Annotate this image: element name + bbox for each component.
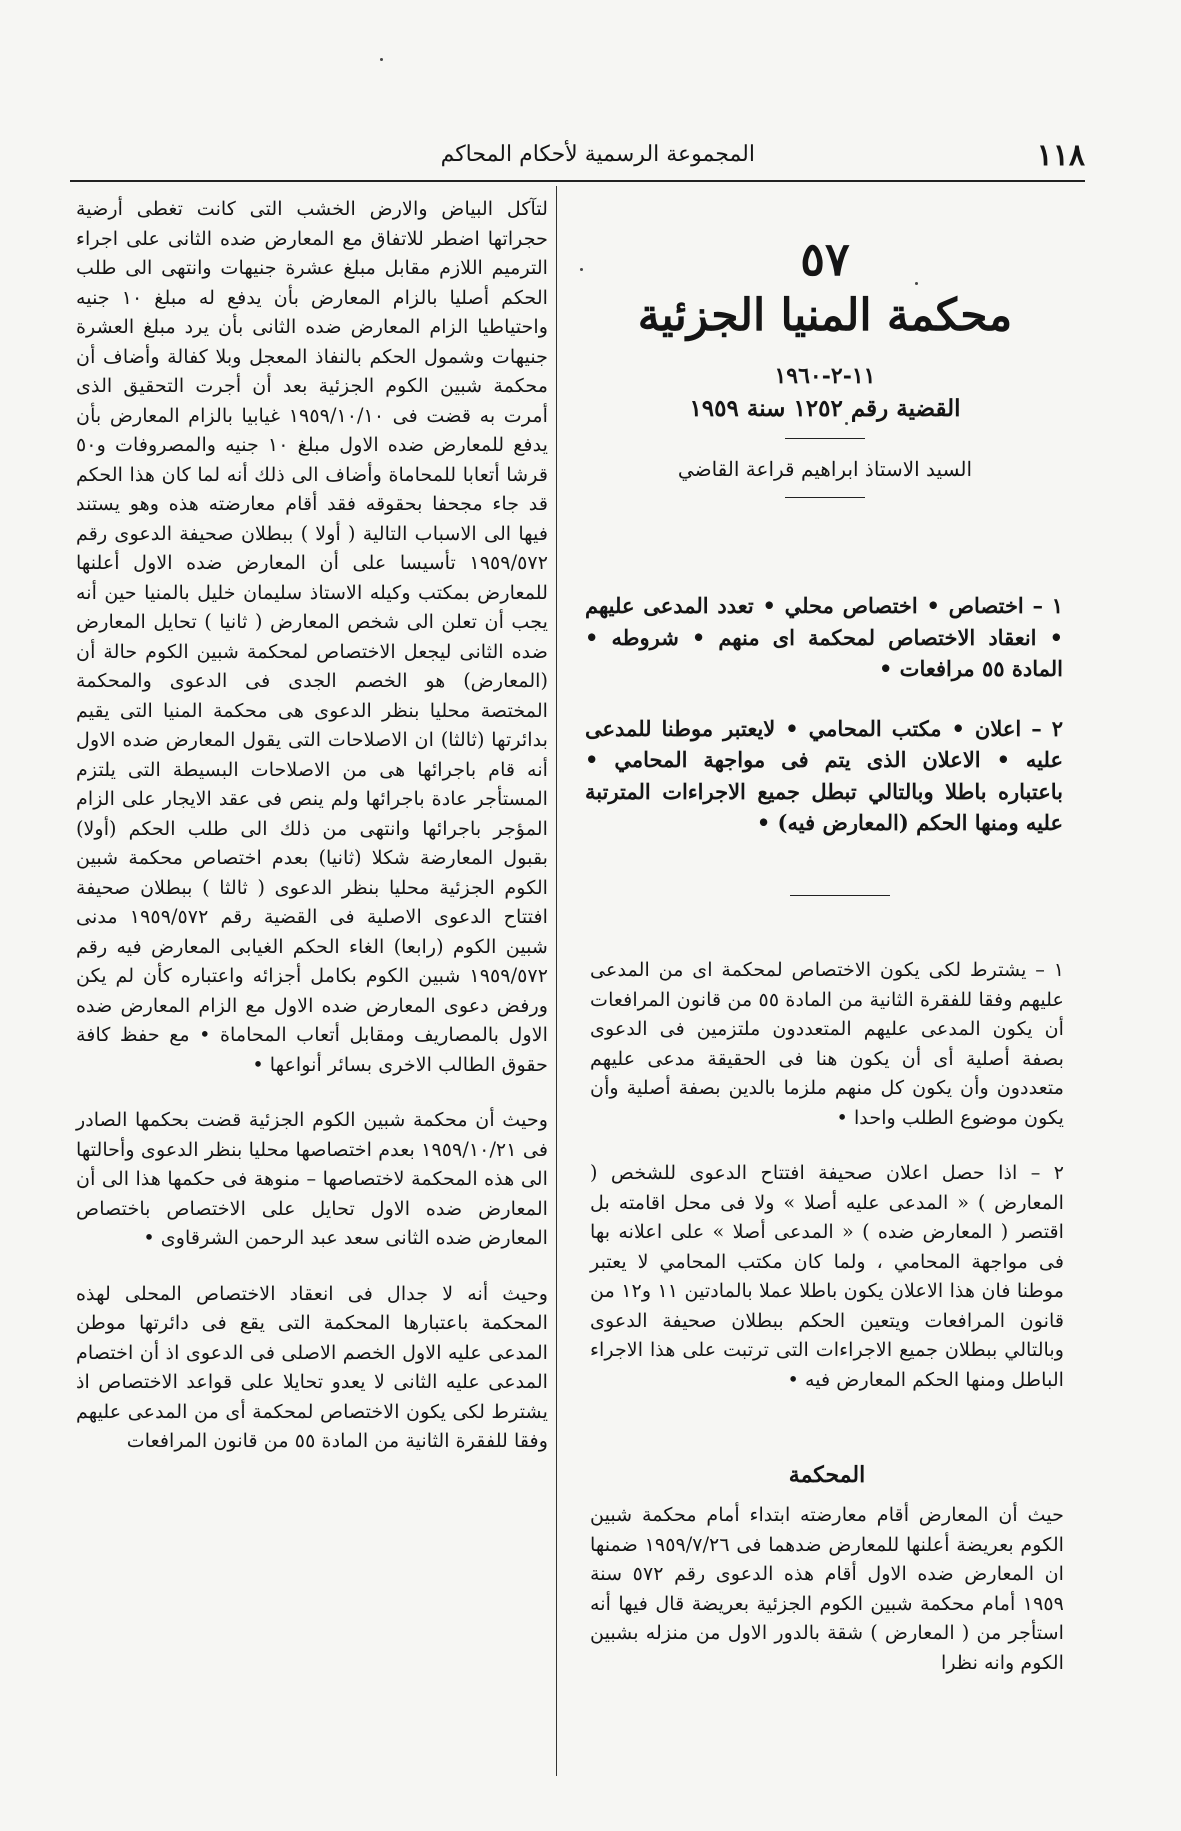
running-title: المجموعة الرسمية لأحكام المحاكم — [440, 142, 755, 167]
scan-speck — [845, 422, 848, 425]
case-header — [585, 232, 1065, 498]
case-date: ١١-٢-١٩٦٠ — [774, 363, 876, 389]
legal-principles — [590, 955, 1064, 1394]
divider-rule — [785, 438, 865, 439]
principle-paragraph: ١ – يشترط لكى يكون الاختصاص لمحكمة اى من المدعى عليهم وفقا للفقرة الثانية من المادة ٥٥ من قانون المرافعات أن يكون المدعى عليهم المتعددون ملتزمين فى الدعوى بصفة أصلية أى أن يكون هنا فى الحقيقة مدعى عليهم متعددون وأن يكون كل منهم ملزما بالدين بصفة أصلية وأن يكون موضوع الطلب واحدا • — [590, 958, 1064, 1129]
judgment-paragraph: حيث أن المعارض أقام معارضته ابتداء أمام محكمة شبين الكوم بعريضة أعلنها للمعارض ضدهما فى ١٩٥٩/٧/٢٦ ضمنها ان المعارض ضده الاول أقام هذه الدعوى رقم ٥٧٢ سنة ١٩٥٩ أمام محكمة شبين الكوم الجزئية بعريضة قال فيها أنه استأجر من ( المعارض ) شقة بالدور الاول من منزله بشبين الكوم وانه نظرا — [590, 1503, 1064, 1674]
column-divider — [556, 186, 557, 1776]
case-reference: القضية رقم ١٢٥٢ سنة ١٩٥٩ — [689, 395, 961, 422]
judge-name: السيد الاستاذ ابراهيم قراعة القاضي — [677, 457, 973, 481]
headnote-item: ٢ – اعلان • مكتب المحامي • لايعتبر موطنا للمدعى عليه • الاعلان الذى يتم فى مواجهة المحامي • باعتباره باطلا وبالتالي تبطل جميع الاجراءات المترتبة عليه ومنها الحكم (المعارض فيه) • — [585, 715, 1063, 835]
headnote-item: ١ – اختصاص • اختصاص محلي • تعدد المدعى عليهم • انعقاد الاختصاص لمحكمة اى منهم • شروطه • المادة ٥٥ مرافعات • — [585, 593, 1063, 681]
body-paragraph: وحيث أن محكمة شبين الكوم الجزئية قضت بحكمها الصادر فى ١٩٥٩/١٠/٢١ بعدم اختصاصها محليا بنظر الدعوى وأحالتها الى هذه المحكمة لاختصاصها – منوهة فى حكمها هذا الى أن المعارض ضده الاول تحايل على الاختصاص باختصاص المعارض ضده الثانى سعد عبد الرحمن الشرقاوى • — [76, 1108, 548, 1249]
headnotes — [585, 590, 1063, 839]
main-text-column — [76, 194, 548, 1456]
court-name: محكمة المنيا الجزئية — [637, 290, 1013, 341]
case-number: ٥٧ — [800, 232, 850, 286]
body-paragraph: لتآكل البياض والارض الخشب التى كانت تغطى أرضية حجراتها اضطر للاتفاق مع المعارض ضده الثانى على اجراء الترميم اللازم مقابل مبلغ عشرة جنيهات وانتهى الى طلب الحكم أصليا بالزام المعارض بأن يدفع له مبلغ ١٠ جنيه واحتياطيا الزام المعارض ضده الثانى بأن يرد مبلغ العشرة جنيهات وشمول الحكم بالنفاذ المعجل وبلا كفالة وأضاف أن محكمة شبين الكوم الجزئية بعد أن أجرت التحقيق الذى أمرت به قضت فى ١٩٥٩/١٠/١٠ غيابيا بالزام المعارض بأن يدفع للمعارض ضده الاول مبلغ ١٠ جنيه والمصروفات و٥٠ قرشا أتعابا للمحاماة وأضاف الى ذلك أنه لما كان هذا الحكم قد جاء مجحفا بحقوقه فقد أقام معارضته هذه وهو يستند فيها الى الاسباب التالية ( أولا ) ببطلان صحيفة الدعوى رقم ١٩٥٩/٥٧٢ تأسيسا على أن المعارض ضده الاول أعلنها للمعارض بمكتب وكيله الاستاذ سليمان خليل بالمنيا حين أنه يجب أن تعلن الى شخص المعارض ( ثانيا ) تحايل المعارض ضده الثانى ليجعل الاختصاص لمحكمة شبين الكوم حالة أن (المعارض) هو الخصم الجدى فى الدعوى والمحكمة المختصة محليا بنظر الدعوى هى محكمة المنيا التى يقيم بدائرتها (ثالثا) ان الاصلاحات التى يقول المعارض ضده الاول أنه قام باجرائها هى من الاصلاحات البسيطة التى يلتزم المستأجر عادة باجرائها ولم ينص فى عقد الايجار على الزام المؤجر باجرائها وانتهى من ذلك الى طلب الحكم (أولا) بقبول المعارضة شكلا (ثانيا) بعدم اختصاص محكمة شبين الكوم الجزئية محليا بنظر الدعوى ( ثالثا ) ببطلان صحيفة افتتاح الدعوى الاصلية فى القضية رقم ١٩٥٩/٥٧٢ مدنى شبين الكوم (رابعا) الغاء الحكم الغيابى المعارض فيه رقم ١٩٥٩/٥٧٢ شبين الكوم بكامل أجزائه واعتباره كأن لم يكن ورفض دعوى المعارض ضده الاول مع الزام المعارض ضده الاول بالمصاريف ومقابل أتعاب المحاماة • مع حفظ كافة حقوق الطالب الاخرى بسائر أنواعها • — [76, 197, 548, 1076]
header-rule — [70, 180, 1085, 182]
judgment-opening — [590, 1500, 1064, 1677]
scan-speck — [380, 58, 383, 61]
principle-paragraph: ٢ – اذا حصل اعلان صحيفة افتتاح الدعوى للشخص ( المعارض ) « المدعى عليه أصلا » ولا فى محل اقامته بل اقتصر ( المعارض ضده ) « المدعى أصلا » على اعلانه بها فى مواجهة المحامي ، ولما كان مكتب المحامي لا يعتبر موطنا فان هذا الاعلان يكون باطلا عملا بالمادتين ١١ و١٢ من قانون المرافعات ويتعين الحكم ببطلان صحيفة الدعوى وبالتالي ببطلان جميع الاجراءات التى ترتبت على هذا الاجراء الباطل ومنها الحكم المعارض فيه • — [590, 1161, 1065, 1391]
divider-rule — [785, 497, 865, 498]
body-paragraph: وحيث أنه لا جدال فى انعقاد الاختصاص المحلى لهذه المحكمة باعتبارها المحكمة التى يقع فى دائرتها موطن المدعى عليه الاول الخصم الاصلى فى الدعوى اذ أن اختصام المدعى عليه الثانى لا يعدو تحايلا على قواعد الاختصاص اذ يشترط لكى يكون الاختصاص لمحكمة أى من المدعى عليهم وفقا للفقرة الثانية من المادة ٥٥ من قانون المرافعات — [76, 1281, 548, 1452]
page-number: ١١٨ — [1036, 138, 1085, 173]
judgment-title: المحكمة — [788, 1462, 866, 1488]
scan-speck — [580, 268, 583, 271]
scan-speck — [915, 282, 918, 285]
divider-rule — [790, 895, 890, 896]
page-header — [70, 138, 1085, 178]
